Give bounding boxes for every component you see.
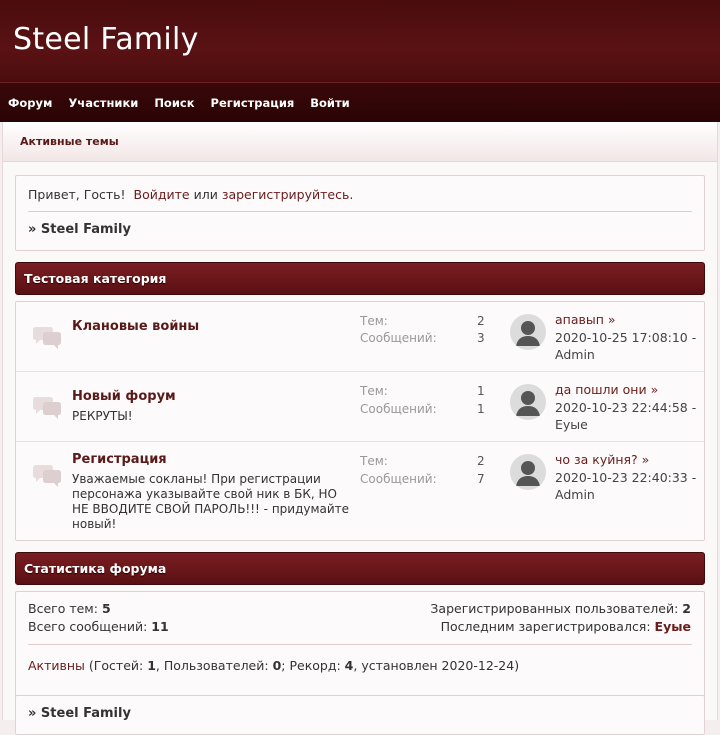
forum-title-link[interactable]: Новый форум xyxy=(72,389,176,404)
forum-title-link[interactable]: Клановые войны xyxy=(72,319,199,334)
user-silhouette-icon xyxy=(510,314,546,350)
last-post-meta xyxy=(555,399,705,433)
forum-row xyxy=(16,442,704,540)
divider xyxy=(28,644,692,645)
forum-row xyxy=(16,372,704,442)
login-link[interactable]: Войдите xyxy=(134,187,190,202)
or-text: или xyxy=(194,187,218,202)
nav-login[interactable]: Войти xyxy=(310,96,349,110)
total-posts xyxy=(28,619,169,634)
register-link[interactable]: зарегистрируйтесь xyxy=(222,187,350,202)
last-registered-label: Последним зарегистрировался: xyxy=(441,619,651,634)
posts-label: Сообщений: xyxy=(360,472,437,486)
breadcrumb[interactable]: » Steel Family xyxy=(28,222,131,237)
forum-stats xyxy=(15,591,705,699)
nav-members[interactable]: Участники xyxy=(68,96,138,110)
last-post-meta xyxy=(555,469,705,503)
forum-bubbles-icon xyxy=(31,464,63,488)
guests-label: (Гостей: xyxy=(89,658,143,673)
topics-count: 1 xyxy=(477,384,485,398)
footer-breadcrumb[interactable]: » Steel Family xyxy=(28,706,131,721)
posts-count: 7 xyxy=(477,472,485,486)
last-post-meta xyxy=(555,329,705,363)
last-post-link[interactable] xyxy=(555,312,616,327)
total-posts-label: Всего сообщений: xyxy=(28,619,147,634)
active-topics-link[interactable]: Активные темы xyxy=(3,122,717,162)
avatar[interactable] xyxy=(510,314,546,350)
last-post-date: 2020-10-25 17:08:10 - xyxy=(555,330,696,345)
total-topics xyxy=(28,601,111,616)
nav-search[interactable]: Поиск xyxy=(154,96,194,110)
go-arrow[interactable]: » xyxy=(651,382,659,397)
avatar[interactable] xyxy=(510,454,546,490)
category-header[interactable]: Тестовая категория xyxy=(15,262,705,295)
forum-bubbles-icon xyxy=(31,396,63,420)
stats-header: Статистика форума xyxy=(15,552,705,585)
posts-count: 1 xyxy=(477,402,485,416)
topics-count: 2 xyxy=(477,454,485,468)
go-arrow[interactable]: » xyxy=(608,312,616,327)
last-post-user[interactable]: Еуые xyxy=(555,417,588,432)
forum-bubbles-icon xyxy=(31,326,63,350)
posts-count: 3 xyxy=(477,331,485,345)
record-value: 4 xyxy=(345,658,354,673)
record-date: , установлен 2020-12-24) xyxy=(353,658,519,673)
topics-count: 2 xyxy=(477,314,485,328)
guests-value: 1 xyxy=(147,658,156,673)
site-header xyxy=(0,0,720,82)
user-silhouette-icon xyxy=(510,454,546,490)
site-title[interactable]: Steel Family xyxy=(13,22,199,57)
last-post-user[interactable]: Admin xyxy=(555,487,595,502)
active-users-line xyxy=(28,658,519,673)
last-post-user[interactable]: Admin xyxy=(555,347,595,362)
last-post-date: 2020-10-23 22:40:33 - xyxy=(555,470,696,485)
last-post-date: 2020-10-23 22:44:58 - xyxy=(555,400,696,415)
registered-value: 2 xyxy=(682,601,691,616)
total-topics-value: 5 xyxy=(102,601,111,616)
forum-row xyxy=(16,302,704,372)
posts-label: Сообщений: xyxy=(360,331,437,345)
topics-label: Тем: xyxy=(360,384,388,398)
main-content xyxy=(2,122,718,720)
avatar[interactable] xyxy=(510,384,546,420)
last-registered xyxy=(441,619,691,634)
registered-users xyxy=(430,601,691,616)
posts-label: Сообщений: xyxy=(360,402,437,416)
go-arrow[interactable]: » xyxy=(642,452,650,467)
users-label: , Пользователей: xyxy=(156,658,269,673)
total-posts-value: 11 xyxy=(151,619,168,634)
main-nav xyxy=(0,82,720,122)
forum-description: РЕКРУТЫ! xyxy=(72,409,357,424)
welcome-line xyxy=(28,187,353,202)
last-post-link[interactable] xyxy=(555,452,649,467)
last-post-link[interactable] xyxy=(555,382,658,397)
total-topics-label: Всего тем: xyxy=(28,601,98,616)
forum-description: Уважаемые сокланы! При регистрации персонажа указывайте свой ник в БК, НО НЕ ВВОДИТЕ СВОЙ ПАРОЛЬ!!! - придумайте новый! xyxy=(72,472,357,532)
last-post-title[interactable]: да пошли они xyxy=(555,382,647,397)
forum-list xyxy=(15,301,705,541)
user-silhouette-icon xyxy=(510,384,546,420)
forum-title-link[interactable]: Регистрация xyxy=(72,452,167,467)
last-post-title[interactable]: апавып xyxy=(555,312,604,327)
topics-label: Тем: xyxy=(360,454,388,468)
nav-register[interactable]: Регистрация xyxy=(211,96,295,110)
nav-forum[interactable]: Форум xyxy=(8,96,52,110)
dot-text: . xyxy=(349,187,353,202)
last-post-title[interactable]: чо за куйня? xyxy=(555,452,638,467)
registered-label: Зарегистрированных пользователей: xyxy=(430,601,678,616)
active-users-link[interactable]: Активны xyxy=(28,658,85,673)
greeting-text: Привет, Гость! xyxy=(28,187,126,202)
users-value: 0 xyxy=(273,658,282,673)
footer-breadcrumb-box xyxy=(15,695,705,735)
divider xyxy=(28,211,692,212)
record-label: ; Рекорд: xyxy=(281,658,340,673)
last-registered-user-link[interactable]: Еуые xyxy=(655,619,691,634)
welcome-box xyxy=(15,175,705,251)
topics-label: Тем: xyxy=(360,314,388,328)
